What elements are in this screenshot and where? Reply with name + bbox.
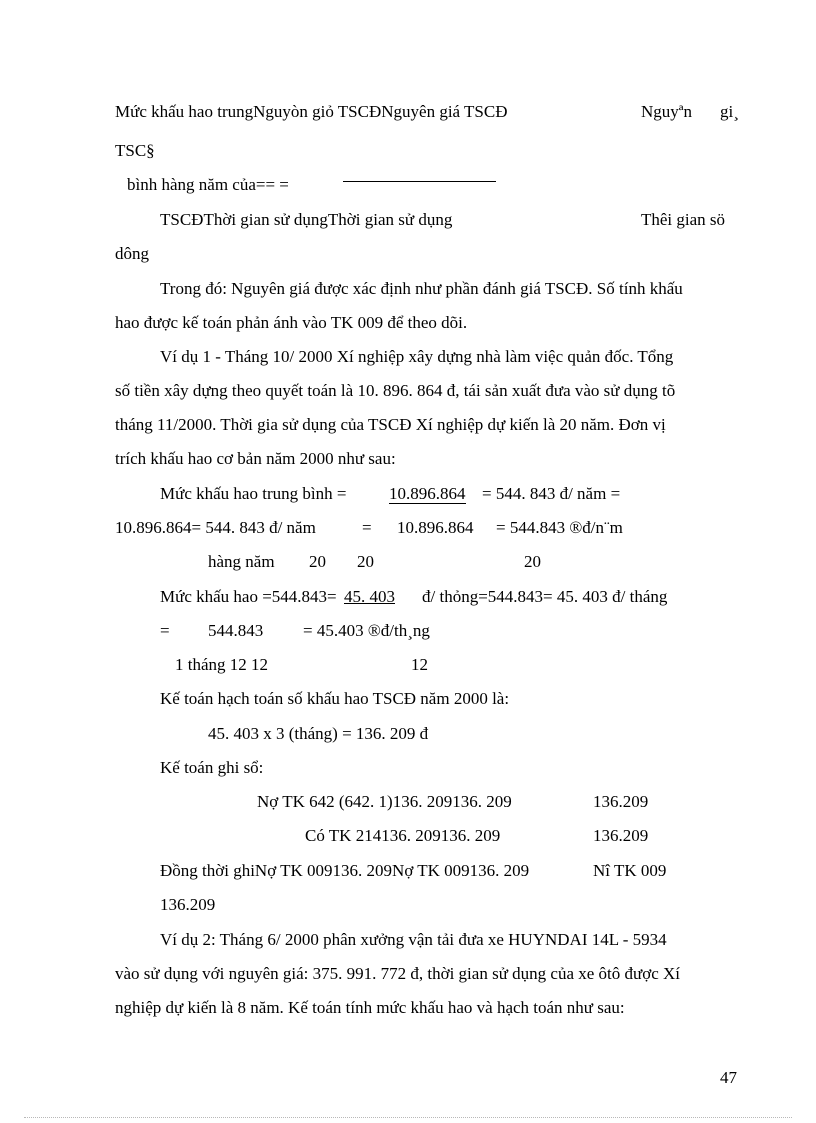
calc1-numerator: 10.896.864 [389,484,466,503]
calc1-label: Mức khấu hao trung bình = [160,484,347,503]
example1-line: trích khấu hao cơ bản năm 2000 như sau: [115,449,396,468]
example2-line: nghiệp dự kiến là 8 năm. Kế toán tính mức khấu hao và hạch toán như sau: [115,998,625,1017]
simultaneous-entry-garbled: Nî TK 009 [593,861,667,880]
paragraph-line: Trong đó: Nguyên giá được xác định như phần đánh giá TSCĐ. Số tính khấu [160,279,683,298]
formula1-garbled-1: Nguyªn [641,102,692,121]
debit-entry: Nợ TK 642 (642. 1)136. 209136. 209 [257,792,512,811]
calc1-line2-garbled: = 544.843 ®đ/n¨m [496,518,623,537]
footer-divider [24,1117,792,1118]
calc2-line2-eq: = [160,621,170,640]
formula1-line3: TSCĐThời gian sử dụngThời gian sử dụng [160,210,453,229]
calc1-line2-a: 10.896.864= 544. 843 đ/ năm [115,518,316,537]
page-number: 47 [720,1068,737,1087]
example2-line: Ví dụ 2: Tháng 6/ 2000 phân xưởng vận tải đưa xe HUYNDAI 14L - 5934 [160,930,667,949]
calc1-denominator: 20 [309,552,326,571]
formula1-line2: bình hàng năm của== = [127,175,289,194]
calc2-label: Mức khấu hao =544.843= [160,587,337,606]
fraction-bar [343,181,496,182]
calc1-result: = 544. 843 đ/ năm = [482,484,621,503]
formula1-garbled-2: gi¸ [720,102,739,121]
example1-line: tháng 11/2000. Thời gia sử dụng của TSCĐ Xí nghiệp dự kiến là 20 năm. Đơn vị [115,415,666,434]
calc1-line2-eq: = [362,518,372,537]
credit-entry: Có TK 214136. 209136. 209 [305,826,501,845]
credit-amount: 136.209 [593,826,649,845]
calc2-line2-num: 544.843 [208,621,264,640]
accounting-line: Kế toán ghi sổ: [160,758,264,777]
debit-amount: 136.209 [593,792,649,811]
calc1-denominator: 20 [357,552,374,571]
example1-line: Ví dụ 1 - Tháng 10/ 2000 Xí nghiệp xây dựng nhà làm việc quản đốc. Tổng [160,347,674,366]
formula1-garbled-3: TSC§ [115,141,155,160]
calc1-line2-num: 10.896.864 [397,518,474,537]
formula1-garbled-5: dông [115,244,149,263]
calc2-denominator: 12 [411,655,428,674]
calc1-denominator: 20 [524,552,541,571]
accounting-line: Kế toán hạch toán số khấu hao TSCĐ năm 2000 là: [160,689,510,708]
calc2-denominator-label: 1 tháng 12 12 [175,655,269,674]
calc2-line2-garbled: = 45.403 ®đ/th¸ng [303,621,430,640]
formula1-garbled-4: Thêi gian sö [641,210,726,229]
example2-line: vào sử dụng với nguyên giá: 375. 991. 772 đ, thời gian sử dụng của xe ôtô được Xí [115,964,681,983]
example1-line: số tiền xây dựng theo quyết toán là 10. 896. 864 đ, tái sản xuất đưa vào sử dụng tõ [115,381,676,400]
simultaneous-entry: Đồng thời ghiNợ TK 009136. 209Nợ TK 009136. 209 [160,861,530,880]
accounting-line: 45. 403 x 3 (tháng) = 136. 209 đ [208,724,429,743]
calc1-denominator-label: hàng năm [208,552,275,571]
simultaneous-amount: 136.209 [160,895,216,914]
formula1-line1: Mức khấu hao trungNguyòn giỏ TSCĐNguyên giá TSCĐ [115,102,508,121]
calc2-result: đ/ thỏng=544.843= 45. 403 đ/ tháng [422,587,668,606]
calc2-underlined-value: 45. 403 [344,587,395,606]
paragraph-line: hao được kế toán phản ánh vào TK 009 để theo dõi. [115,313,468,332]
